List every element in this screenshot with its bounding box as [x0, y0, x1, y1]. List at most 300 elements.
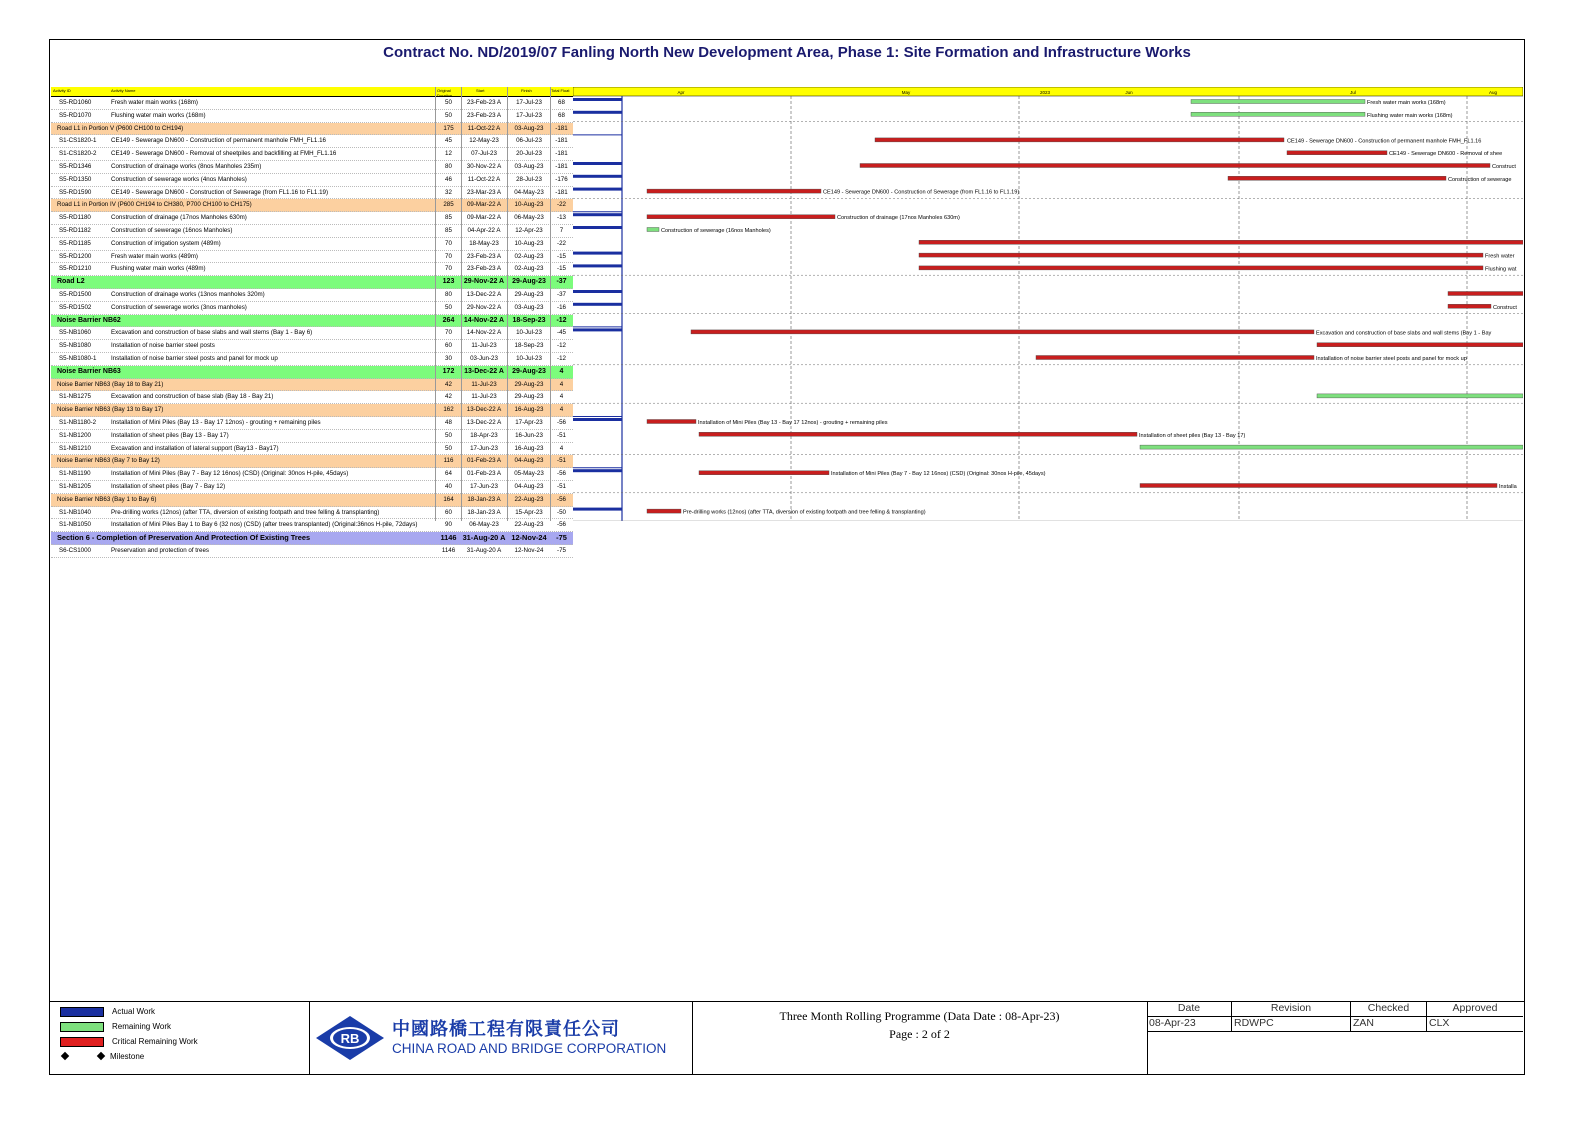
cell-dur: 12	[445, 150, 452, 158]
cell-start: 13-Dec-22 A	[464, 367, 504, 375]
cell-start: 18-Apr-23	[470, 431, 498, 439]
cell-name: Noise Barrier NB63 (Bay 18 to Bay 21)	[57, 380, 164, 388]
cell-dur: 42	[445, 393, 452, 401]
actual-bar	[573, 469, 622, 472]
signoff-revision: RDWPC	[1232, 1017, 1351, 1031]
cell-name: CE149 - Sewerage DN600 - Construction of Sewerage (from FL1.16 to FL1.19)	[111, 188, 329, 196]
cell-name: Construction of drainage (17nos Manholes 630m)	[111, 214, 247, 222]
cell-start: 09-Mar-22 A	[466, 201, 502, 209]
critical-bar	[919, 240, 1523, 244]
wbs-row	[51, 494, 573, 507]
cell-name: Noise Barrier NB63 (Bay 7 to Bay 12)	[57, 457, 160, 465]
cell-name: Construction of sewerage works (4nos Manholes)	[111, 175, 247, 183]
company-name-cn: 中國路橋工程有限責任公司	[392, 1019, 620, 1040]
cell-id: S1-NB1275	[59, 393, 91, 401]
bar-label: CE149 - Sewerage DN600 - Construction of Sewerage (from FL1.16 to FL1.19)	[823, 189, 1020, 196]
bar-label: Flushing water main works (168m)	[1367, 112, 1453, 119]
bar-label: Fresh water	[1485, 253, 1515, 260]
actual-bar	[573, 98, 622, 101]
cell-finish: 10-Aug-23	[514, 201, 544, 209]
cell-id: S5-NB1080	[59, 342, 91, 350]
critical-bar	[647, 189, 821, 193]
table-row	[51, 430, 573, 443]
cell-float: -181	[555, 162, 568, 170]
table-row	[51, 302, 573, 315]
cell-finish: 18-Sep-23	[514, 342, 544, 350]
cell-start: 23-Mar-23 A	[466, 188, 502, 196]
cell-name: Road L1 in Portion IV (P600 CH194 to CH380, P700 CH100 to CH175)	[57, 201, 252, 209]
cell-start: 23-Feb-23 A	[466, 111, 502, 119]
cell-name: Construction of drainage works (8nos Manholes 235m)	[111, 162, 262, 170]
cell-start: 30-Nov-22 A	[466, 162, 502, 170]
table-body	[51, 97, 573, 558]
remaining-bar	[647, 228, 659, 232]
cell-dur: 1146	[441, 546, 456, 554]
month-label: May	[901, 90, 911, 95]
signoff-date: 08-Apr-23	[1147, 1017, 1232, 1031]
bar-label: Installation of sheet piles (Bay 13 - Bay 17)	[1139, 432, 1246, 439]
cell-name: Noise Barrier NB63	[57, 367, 121, 375]
cell-dur: 90	[445, 521, 452, 529]
month-label: Aug	[1488, 90, 1498, 95]
cell-name: Excavation and construction of base slabs and wall stems (Bay 1 - Bay 6)	[111, 329, 313, 337]
cell-start: 12-May-23	[469, 137, 499, 145]
critical-bar	[647, 509, 681, 513]
cell-name: Installation of noise barrier steel posts and panel for mock up	[111, 354, 278, 362]
table-row	[51, 161, 573, 174]
table-row	[51, 353, 573, 366]
cell-dur: 123	[442, 278, 455, 286]
cell-finish: 22-Aug-23	[514, 521, 544, 529]
table-row	[51, 238, 573, 251]
cell-dur: 50	[445, 303, 452, 311]
table-row	[51, 110, 573, 123]
table-header	[51, 87, 573, 97]
wbs-row	[51, 366, 573, 379]
cell-float: -50	[557, 508, 566, 516]
cell-name: Flushing water main works (168m)	[111, 111, 206, 119]
cell-finish: 29-Aug-23	[514, 393, 544, 401]
cell-finish: 22-Aug-23	[514, 495, 544, 503]
signoff-header-date: Date	[1147, 1002, 1232, 1016]
critical-bar	[699, 471, 829, 475]
cell-finish: 03-Aug-23	[514, 124, 544, 132]
bar-label: Construction of sewerage	[1448, 176, 1512, 183]
company-block	[309, 1001, 693, 1075]
cell-dur: 175	[443, 124, 454, 132]
cell-id: S5-RD1060	[59, 99, 92, 106]
cell-name: Fresh water main works (489m)	[111, 252, 198, 260]
cell-dur: 60	[445, 508, 452, 516]
cell-float: 7	[559, 226, 564, 234]
table-row	[51, 289, 573, 302]
legend-milestone-label: Milestone	[110, 1052, 145, 1061]
table-row	[51, 327, 573, 340]
gantt-chart	[573, 87, 1523, 521]
bar-label: Installation of noise barrier steel posts and panel for mock up	[1316, 356, 1467, 362]
table-row	[51, 481, 573, 494]
programme-title: Three Month Rolling Programme (Data Date : 08-Apr-23)	[779, 1009, 1060, 1023]
remaining-bar	[1317, 394, 1523, 398]
cell-id: S5-RD1200	[59, 252, 92, 260]
wbs-row	[51, 315, 573, 328]
cell-start: 18-Jan-23 A	[467, 508, 501, 516]
logo-text: RB	[340, 1031, 360, 1046]
cell-dur: 172	[442, 367, 455, 375]
page-number: Page : 2 of 2	[889, 1027, 950, 1041]
company-name-en: CHINA ROAD AND BRIDGE CORPORATION	[392, 1041, 667, 1056]
critical-bar	[699, 432, 1137, 436]
bar-label: Installa	[1499, 484, 1517, 490]
table-row	[51, 417, 573, 430]
cell-dur: 50	[445, 444, 452, 452]
cell-finish: 17-Apr-23	[515, 418, 543, 426]
cell-start: 13-Dec-22 A	[466, 406, 502, 414]
cell-finish: 12-Nov-24	[514, 546, 544, 554]
bar-label: CE149 - Sewerage DN600 - Construction of permanent manhole FMH_FL1.16	[1287, 138, 1482, 145]
table-row	[51, 545, 573, 558]
cell-float: -22	[557, 201, 566, 209]
cell-name: Fresh water main works (168m)	[111, 99, 198, 106]
cell-name: Construction of drainage works (13nos manholes 320m)	[111, 290, 265, 298]
actual-bar	[573, 175, 622, 178]
cell-finish: 16-Jun-23	[515, 431, 543, 439]
cell-dur: 50	[445, 99, 452, 106]
cell-float: 4	[559, 367, 564, 375]
cell-float: -181	[555, 124, 568, 132]
bar-label: Construct	[1492, 164, 1516, 170]
cell-start: 29-Nov-22 A	[463, 278, 505, 286]
cell-finish: 17-Jul-23	[516, 99, 542, 106]
cell-start: 13-Dec-22 A	[466, 290, 502, 298]
cell-finish: 10-Jul-23	[516, 329, 542, 337]
table-row	[51, 340, 573, 353]
cell-dur: 85	[445, 226, 452, 234]
col-header-id: Activity ID	[53, 88, 71, 93]
wbs-row	[51, 532, 573, 545]
cell-dur: 40	[445, 482, 452, 490]
cell-name: Excavation and installation of lateral support (Bay13 - Bay17)	[111, 444, 279, 452]
cell-finish: 29-Aug-23	[514, 380, 544, 388]
cell-finish: 04-Aug-23	[514, 457, 544, 465]
critical-bar	[919, 266, 1483, 270]
cell-finish: 29-Aug-23	[512, 278, 546, 286]
cell-id: S1-NB1205	[59, 482, 91, 490]
col-header-name: Activity Name	[111, 88, 136, 93]
table-row	[51, 97, 573, 110]
cell-start: 18-May-23	[469, 239, 499, 247]
signoff-header-checked: Checked	[1351, 1002, 1427, 1016]
cell-id: S1-NB1040	[59, 508, 91, 516]
cell-start: 13-Dec-22 A	[466, 418, 502, 426]
bar-label: Fresh water main works (168m)	[1367, 100, 1446, 106]
cell-name: Pre-drilling works (12nos) (after TTA, diversion of existing footpath and tree felling & transplanting)	[111, 508, 380, 516]
bar-label: Installation of Mini Piles (Bay 7 - Bay 12 16nos) (CSD) (Original: 30nos H-pile, 45days)	[831, 471, 1046, 478]
cell-float: -37	[556, 278, 567, 286]
critical-bar	[1228, 176, 1446, 180]
month-label: Jul	[1350, 90, 1356, 95]
bar-label: CE149 - Sewerage DN600 - Removal of shee	[1389, 151, 1503, 158]
cell-start: 23-Feb-23 A	[466, 99, 502, 106]
actual-bar	[573, 111, 622, 114]
cell-name: Installation of Mini Piles (Bay 7 - Bay 12 16nos) (CSD) (Original: 30nos H-pile, 45days)	[111, 470, 349, 478]
legend-actual	[60, 1006, 155, 1017]
cell-name: Noise Barrier NB63 (Bay 1 to Bay 6)	[57, 495, 157, 503]
cell-finish: 16-Aug-23	[514, 444, 544, 452]
cell-float: 4	[559, 380, 564, 388]
legend-critical	[60, 1036, 198, 1047]
cell-float: -75	[557, 546, 566, 554]
bar-label: Installation of Mini Piles (Bay 13 - Bay 17 12nos) - grouting + remaining piles	[698, 420, 888, 426]
cell-start: 14-Nov-22 A	[466, 329, 502, 337]
cell-start: 04-Apr-22 A	[467, 226, 501, 234]
cell-finish: 16-Aug-23	[514, 406, 544, 414]
cell-name: Road L1 in Portion V (P600 CH100 to CH194)	[57, 124, 184, 132]
cell-dur: 285	[443, 201, 454, 209]
remaining-bar	[1191, 112, 1365, 116]
legend-critical-label: Critical Remaining Work	[112, 1037, 198, 1046]
cell-dur: 42	[445, 380, 452, 388]
actual-bar	[573, 418, 622, 421]
signoff-approved: CLX	[1429, 1017, 1450, 1029]
cell-finish: 17-Jul-23	[516, 111, 542, 119]
cell-name: Excavation and construction of base slab (Bay 18 - Bay 21)	[111, 393, 274, 401]
table-row	[51, 507, 573, 520]
cell-id: S1-NB1050	[59, 521, 91, 529]
cell-finish: 02-Aug-23	[514, 252, 544, 260]
cell-start: 23-Feb-23 A	[466, 252, 502, 260]
cell-float: -181	[555, 137, 568, 145]
signoff-header-revision: Revision	[1232, 1002, 1351, 1016]
critical-bar	[647, 420, 696, 424]
cell-name: Installation of Mini Piles Bay 1 to Bay 6 (32 nos) (CSD) (after trees transplanted) (Original:36nos H-pile, 72days)	[111, 521, 418, 529]
month-label: Apr	[677, 90, 685, 95]
cell-name: Construction of sewerage works (3nos manholes)	[111, 303, 247, 311]
cell-float: -56	[557, 495, 566, 503]
wbs-row	[51, 199, 573, 212]
cell-id: S5-RD1182	[59, 226, 91, 234]
cell-finish: 20-Jul-23	[516, 150, 542, 158]
activity-table	[51, 87, 573, 558]
cell-start: 07-Jul-23	[471, 150, 497, 158]
cell-start: 01-Feb-23 A	[466, 470, 502, 478]
cell-id: S5-RD1502	[59, 303, 92, 311]
cell-float: -51	[557, 482, 566, 490]
signoff-table	[1147, 1001, 1523, 1075]
cell-dur: 32	[445, 188, 452, 196]
table-row	[51, 519, 573, 532]
actual-bar	[573, 264, 622, 267]
cell-id: S5-RD1590	[59, 188, 92, 196]
bar-label: Pre-drilling works (12nos) (after TTA, diversion of existing footpath and tree felling & transplanting)	[683, 509, 926, 516]
table-row	[51, 443, 573, 456]
cell-float: -56	[557, 521, 566, 529]
cell-float: -12	[556, 316, 567, 324]
critical-bar	[1317, 343, 1523, 347]
cell-start: 01-Feb-23 A	[466, 457, 502, 465]
cell-float: -22	[557, 239, 566, 247]
cell-finish: 10-Aug-23	[514, 239, 544, 247]
cell-float: -37	[557, 290, 566, 298]
cell-finish: 29-Aug-23	[512, 367, 546, 375]
legend-remaining	[60, 1021, 171, 1032]
cell-start: 17-Jun-23	[470, 444, 498, 452]
cell-id: S5-NB1080-1	[59, 354, 97, 362]
actual-bar	[573, 508, 622, 511]
cell-float: -13	[557, 214, 566, 222]
wbs-row	[51, 123, 573, 136]
cell-finish: 12-Apr-23	[515, 226, 543, 234]
wbs-row	[51, 379, 573, 392]
cell-finish: 02-Aug-23	[514, 265, 544, 273]
bar-label: Construct	[1493, 304, 1517, 311]
cell-id: S6-CS1000	[59, 546, 91, 554]
page-title: Contract No. ND/2019/07 Fanling North New Development Area, Phase 1: Site Formation and Infrastructure Works	[383, 44, 1191, 61]
critical-bar	[1140, 484, 1497, 488]
milestone-icon	[61, 1052, 69, 1060]
cell-name: Road L2	[57, 278, 85, 286]
cell-dur: 116	[443, 457, 454, 465]
cell-dur: 70	[445, 239, 452, 247]
cell-finish: 12-Nov-24	[511, 533, 547, 543]
cell-float: 4	[559, 406, 564, 414]
critical-bar	[875, 138, 1284, 142]
wbs-row	[51, 404, 573, 417]
cell-name: Construction of irrigation system (489m)	[111, 239, 221, 247]
critical-bar	[691, 330, 1314, 334]
cell-dur: 70	[445, 252, 452, 260]
cell-name: CE149 - Sewerage DN600 - Removal of sheetpiles and backfilling at FMH_FL1.16	[111, 150, 337, 158]
cell-finish: 06-May-23	[514, 214, 544, 222]
cell-start: 09-Mar-22 A	[466, 214, 502, 222]
cell-float: -176	[555, 175, 568, 183]
actual-bar	[573, 303, 622, 306]
cell-finish: 04-May-23	[514, 188, 544, 196]
actual-bar	[573, 328, 622, 331]
table-row	[51, 251, 573, 264]
col-header-start: Start	[476, 88, 485, 93]
cell-dur: 48	[445, 418, 452, 426]
bar-label: Excavation and construction of base slabs and wall stems (Bay 1 - Bay	[1316, 330, 1492, 337]
cell-start: 11-Oct-22 A	[467, 124, 501, 132]
cell-float: -12	[557, 354, 566, 362]
cell-id: S1-NB1180-2	[59, 418, 97, 426]
cell-float: -16	[557, 303, 566, 311]
cell-id: S1-CS1820-2	[59, 150, 97, 158]
col-header-finish: Finish	[521, 88, 532, 93]
cell-float: 68	[558, 111, 565, 119]
actual-bar	[573, 290, 622, 293]
cell-finish: 05-May-23	[514, 470, 544, 478]
cell-finish: 18-Sep-23	[512, 316, 546, 324]
cell-dur: 164	[443, 495, 454, 503]
cell-name: CE149 - Sewerage DN600 - Construction of permanent manhole FMH_FL1.16	[111, 137, 326, 145]
cell-dur: 70	[445, 265, 452, 273]
cell-finish: 04-Aug-23	[514, 482, 544, 490]
cell-name: Preservation and protection of trees	[111, 546, 210, 554]
bar-label: Flushing wat	[1485, 266, 1517, 273]
cell-id: S1-NB1200	[59, 431, 91, 439]
cell-finish: 03-Aug-23	[514, 162, 544, 170]
cell-dur: 60	[445, 342, 452, 350]
col-header-duration: Original Duration	[437, 88, 453, 98]
cell-start: 31-Aug-20 A	[462, 533, 506, 543]
cell-id: S5-RD1185	[59, 239, 91, 247]
cell-id: S5-RD1180	[59, 214, 91, 222]
cell-name: Noise Barrier NB62	[57, 316, 121, 324]
cell-dur: 162	[443, 406, 454, 414]
cell-start: 11-Jul-23	[471, 380, 497, 388]
cell-start: 31-Aug-20 A	[466, 546, 502, 554]
cell-float: 68	[558, 99, 565, 106]
cell-name: Flushing water main works (489m)	[111, 265, 206, 273]
table-row	[51, 174, 573, 187]
cell-start: 03-Jun-23	[470, 354, 498, 362]
table-row	[51, 212, 573, 225]
table-row	[51, 391, 573, 404]
legend-actual-label: Actual Work	[112, 1007, 155, 1016]
cell-float: -51	[557, 431, 566, 439]
legend-remaining-label: Remaining Work	[112, 1022, 171, 1031]
table-row	[51, 225, 573, 238]
cell-name: Installation of noise barrier steel posts	[111, 342, 215, 350]
signoff-checked: ZAN	[1351, 1017, 1427, 1031]
cell-start: 29-Nov-22 A	[466, 303, 502, 311]
remaining-bar	[1191, 100, 1365, 104]
cell-dur: 45	[445, 137, 452, 145]
cell-float: -12	[557, 342, 566, 350]
bar-label: Construction of sewerage (16nos Manholes)	[661, 228, 771, 234]
table-row	[51, 135, 573, 148]
cell-finish: 10-Jul-23	[516, 354, 542, 362]
actual-bar	[573, 188, 622, 191]
company-logo-icon	[314, 1014, 386, 1064]
cell-name: Installation of sheet piles (Bay 13 - Bay 17)	[111, 431, 229, 439]
col-header-float: Total Float	[551, 88, 570, 93]
cell-float: -15	[557, 252, 566, 260]
cell-dur: 50	[445, 431, 452, 439]
cell-name: Installation of sheet piles (Bay 7 - Bay 12)	[111, 482, 226, 490]
cell-float: -75	[556, 533, 567, 543]
cell-dur: 64	[445, 470, 452, 478]
cell-start: 11-Jul-23	[471, 393, 497, 401]
critical-bar	[860, 164, 1490, 168]
cell-finish: 03-Aug-23	[514, 303, 544, 311]
cell-name: Installation of Mini Piles (Bay 13 - Bay 17 12nos) - grouting + remaining piles	[111, 418, 321, 426]
cell-start: 11-Oct-22 A	[467, 175, 501, 183]
cell-start: 11-Jul-23	[471, 342, 497, 350]
cell-dur: 50	[445, 111, 452, 119]
cell-finish: 06-Jul-23	[516, 137, 542, 145]
cell-start: 23-Feb-23 A	[466, 265, 502, 273]
actual-bar	[573, 213, 622, 216]
cell-id: S5-RD1346	[59, 162, 92, 170]
table-row	[51, 187, 573, 200]
cell-float: -181	[555, 188, 568, 196]
milestone-icon	[97, 1052, 105, 1060]
cell-float: -45	[557, 329, 566, 337]
remaining-bar	[1140, 445, 1523, 449]
cell-name: Construction of sewerage (16nos Manholes)	[111, 226, 233, 234]
cell-start: 18-Jan-23 A	[467, 495, 501, 503]
cell-id: S5-NB1060	[59, 329, 91, 337]
cell-float: -15	[557, 265, 566, 273]
cell-float: -181	[555, 150, 568, 158]
cell-id: S1-NB1210	[59, 444, 91, 452]
critical-bar	[1287, 151, 1387, 155]
cell-dur: 264	[442, 316, 455, 324]
programme-block	[692, 1001, 1148, 1075]
